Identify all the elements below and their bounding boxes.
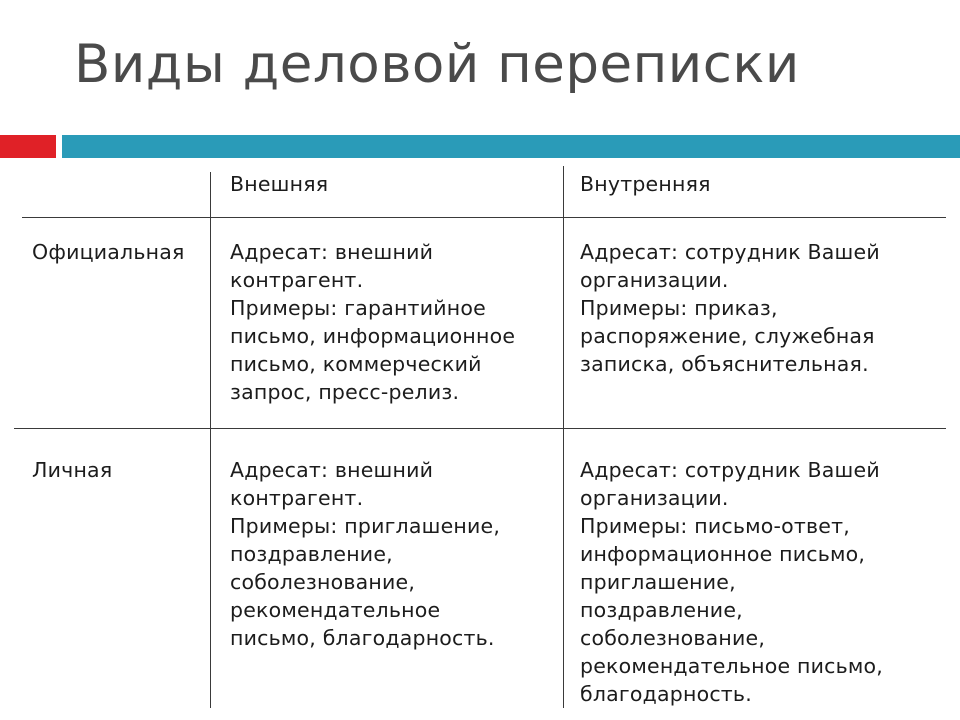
cell-line: Адресат: сотрудник Вашей	[580, 458, 880, 482]
table-cell-personal-internal	[580, 456, 883, 708]
cell-line: контрагент.	[230, 268, 364, 292]
cell-line: Адресат: внешний	[230, 458, 434, 482]
cell-line: письмо, благодарность.	[230, 626, 495, 650]
cell-line: благодарность.	[580, 682, 752, 706]
table-header-external: Внешняя	[230, 172, 329, 196]
cell-line: Адресат: сотрудник Вашей	[580, 240, 880, 264]
table-cell-personal-external	[230, 456, 500, 652]
cell-line: рекомендательное	[230, 598, 441, 622]
table-cell-official-internal	[580, 238, 880, 378]
table-row-label-personal: Личная	[32, 458, 113, 482]
cell-line: соболезнование,	[580, 626, 766, 650]
table-divider-row	[14, 428, 946, 429]
cell-line: поздравление,	[580, 598, 743, 622]
cell-line: Примеры: письмо-ответ,	[580, 514, 850, 538]
cell-line: контрагент.	[230, 486, 364, 510]
table-cell-official-external	[230, 238, 515, 406]
cell-line: Примеры: приказ,	[580, 296, 778, 320]
table-column-divider-2	[563, 166, 564, 708]
cell-line: поздравление,	[230, 542, 393, 566]
cell-line: распоряжение, служебная	[580, 324, 875, 348]
cell-line: организации.	[580, 268, 729, 292]
accent-bar-red	[0, 135, 56, 158]
cell-line: соболезнование,	[230, 570, 416, 594]
cell-line: приглашение,	[580, 570, 736, 594]
cell-line: информационное письмо,	[580, 542, 866, 566]
cell-line: организации.	[580, 486, 729, 510]
cell-line: рекомендательное письмо,	[580, 654, 883, 678]
table-divider-header	[22, 217, 946, 218]
cell-line: записка, объяснительная.	[580, 352, 869, 376]
cell-line: письмо, информационное	[230, 324, 516, 348]
cell-line: Адресат: внешний	[230, 240, 434, 264]
cell-line: Примеры: гарантийное	[230, 296, 486, 320]
table-header-internal: Внутренняя	[580, 172, 711, 196]
table-row-label-official: Официальная	[32, 240, 185, 264]
accent-bar-teal	[62, 135, 960, 158]
cell-line: письмо, коммерческий	[230, 352, 482, 376]
slide-title: Виды деловой переписки	[74, 34, 800, 95]
table-column-divider-1	[210, 172, 211, 708]
cell-line: Примеры: приглашение,	[230, 514, 501, 538]
cell-line: запрос, пресс-релиз.	[230, 380, 460, 404]
